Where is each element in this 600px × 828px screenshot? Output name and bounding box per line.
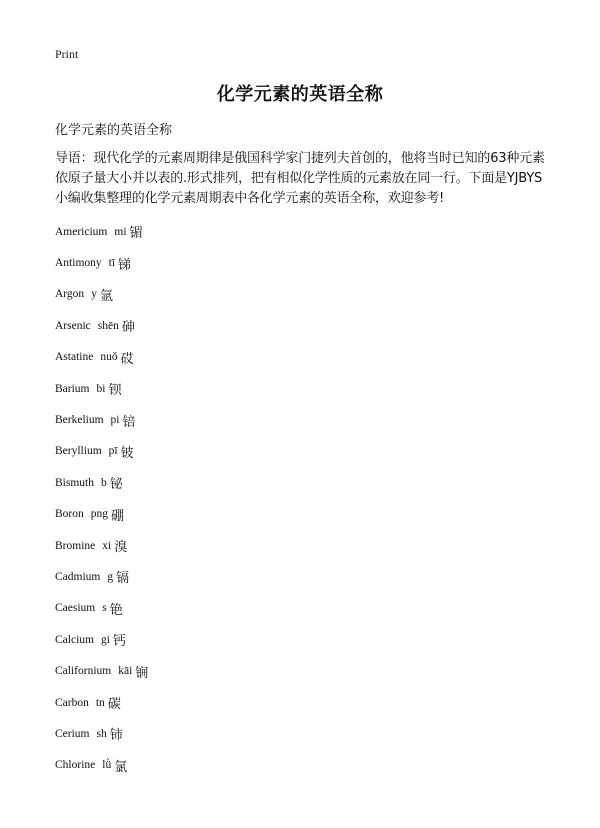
element-english-name: Boron: [55, 508, 84, 521]
element-chinese-name: 砹: [120, 351, 134, 367]
element-english-name: Berkelium: [55, 414, 104, 427]
list-item: [55, 718, 148, 749]
print-link[interactable]: Print: [55, 47, 79, 61]
element-english-name: Californium: [55, 665, 112, 678]
list-item: [55, 404, 148, 435]
element-pinyin: gi: [100, 633, 110, 646]
element-pinyin: mi: [114, 225, 127, 238]
list-item: [55, 530, 148, 561]
subtitle: 化学元素的英语全称: [55, 123, 173, 138]
element-pinyin: shēn: [97, 319, 119, 332]
list-item: [55, 561, 148, 592]
element-list: [55, 216, 148, 781]
element-english-name: Caesium: [55, 602, 96, 615]
element-chinese-name: 钡: [108, 383, 122, 399]
list-item: [55, 310, 148, 341]
element-chinese-name: 硼: [111, 508, 125, 524]
element-english-name: Americium: [55, 225, 108, 238]
element-english-name: Argon: [55, 288, 85, 301]
list-item: [55, 467, 148, 498]
element-chinese-name: 钙: [112, 634, 126, 650]
element-chinese-name: 铯: [109, 602, 123, 618]
element-chinese-name: 溴: [114, 540, 128, 556]
list-item: [55, 373, 148, 404]
element-chinese-name: 氩: [99, 288, 113, 304]
element-chinese-name: 锑: [118, 257, 132, 273]
element-pinyin: tī: [108, 257, 116, 270]
element-chinese-name: 砷: [121, 320, 135, 336]
list-item: [55, 436, 148, 467]
list-item: [55, 655, 148, 686]
list-item: [55, 624, 148, 655]
element-english-name: Barium: [55, 382, 90, 395]
element-english-name: Arsenic: [55, 319, 91, 332]
list-item: [55, 593, 148, 624]
list-item: [55, 687, 148, 718]
list-item: [55, 342, 148, 373]
list-item: [55, 247, 148, 278]
element-chinese-name: 铈: [109, 728, 123, 744]
element-pinyin: s: [102, 602, 107, 615]
element-pinyin: pi: [110, 414, 120, 427]
element-chinese-name: 锫: [122, 414, 136, 430]
element-english-name: Calcium: [55, 633, 94, 646]
element-pinyin: b: [100, 476, 107, 489]
element-english-name: Chlorine: [55, 759, 96, 772]
element-pinyin: png: [90, 508, 108, 521]
element-chinese-name: 铍: [120, 445, 134, 461]
element-pinyin: kāi: [118, 665, 133, 678]
element-pinyin: tn: [95, 696, 105, 709]
list-item: [55, 750, 148, 781]
element-english-name: Beryllium: [55, 445, 102, 458]
element-chinese-name: 镉: [116, 571, 130, 587]
element-english-name: Bromine: [55, 539, 96, 552]
page-title: 化学元素的英语全称: [216, 84, 384, 105]
element-english-name: Antimony: [55, 257, 102, 270]
element-pinyin: pī: [108, 445, 118, 458]
element-pinyin: nuǒ: [100, 351, 118, 364]
intro-paragraph: 导语：现代化学的元素周期律是俄国科学家门捷列夫首创的，他将当时已知的63种元素依原子量大小并以表的.形式排列，把有相似化学性质的元素放在同一行。下面是YJBYS小编收集整理的化学元素周期表中各化学元素的英语全称，欢迎参考!: [55, 151, 545, 206]
element-chinese-name: 铋: [109, 477, 123, 493]
element-english-name: Bismuth: [55, 476, 94, 489]
element-english-name: Cadmium: [55, 570, 101, 583]
element-pinyin: lǜ: [102, 759, 112, 772]
element-pinyin: bi: [96, 382, 106, 395]
element-pinyin: y: [91, 288, 97, 301]
element-english-name: Cerium: [55, 727, 90, 740]
element-english-name: Carbon: [55, 696, 89, 709]
list-item: [55, 499, 148, 530]
list-item: [55, 279, 148, 310]
element-chinese-name: 氯: [114, 759, 128, 775]
list-item: [55, 216, 148, 247]
element-chinese-name: 锎: [135, 665, 149, 681]
element-chinese-name: 碳: [107, 697, 121, 713]
element-pinyin: xi: [102, 539, 112, 552]
element-pinyin: sh: [96, 727, 107, 740]
element-chinese-name: 镅: [129, 226, 143, 242]
element-english-name: Astatine: [55, 351, 94, 364]
element-pinyin: g: [107, 570, 114, 583]
